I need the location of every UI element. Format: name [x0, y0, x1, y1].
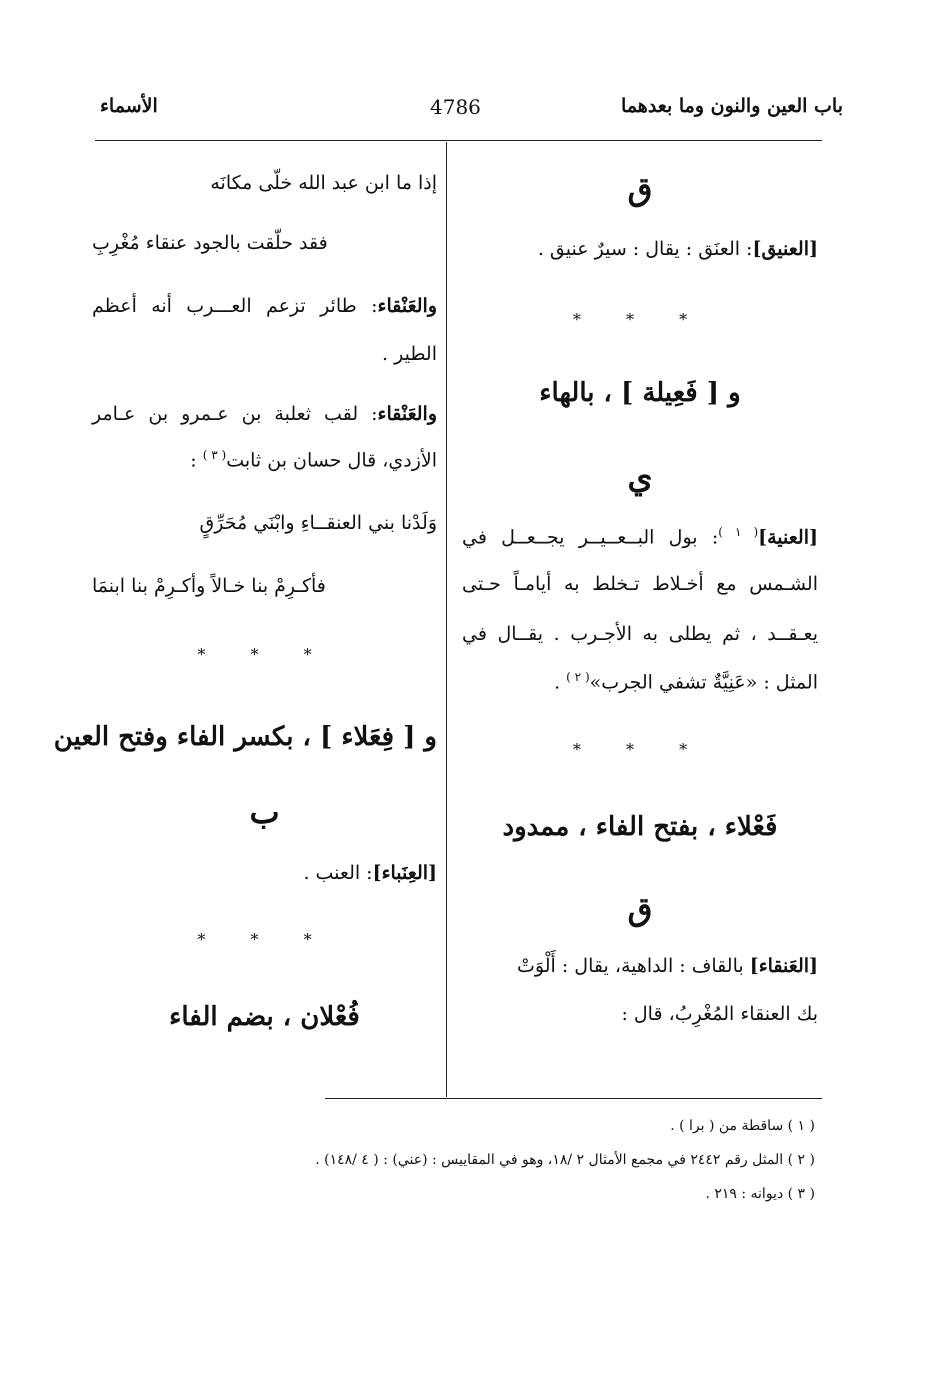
letter-heading: ب	[249, 793, 280, 831]
separator-stars: * * *	[197, 930, 332, 949]
entry-line	[92, 862, 437, 884]
section-heading: فَعْلاء ، بفتح الفاء ، ممدود	[502, 812, 778, 842]
separator-stars: * * *	[197, 645, 332, 664]
verse-line: فقد حلّقت بالجود عنقاء مُغْرِبِ	[92, 232, 328, 254]
verse-line: إذا ما ابن عبد الله خلّى مكانَه	[210, 172, 437, 194]
entry-line	[462, 955, 818, 977]
entry-headword: والعَنْقاء	[377, 295, 437, 317]
running-header-section: باب العين والنون وما بعدهما	[621, 95, 843, 117]
entry-text: : بول البــعــيــر يجــعــل في	[462, 526, 719, 549]
entry-headword: [العنية]	[758, 526, 818, 549]
entry-line: الشـمس مع أخـلاط تـخلط به أيامـاً حـتى	[462, 573, 818, 595]
footnote-ref: ( ٢ )	[566, 670, 590, 684]
footnote-rule	[325, 1098, 822, 1099]
entry-line: يعـقــد ، ثم يطلى به الأجـرب . يقــال في	[462, 623, 818, 645]
entry-text: : لقب ثعلبة بن عـمرو بن عـامر	[92, 403, 378, 425]
header-rule	[95, 140, 822, 141]
entry-text: الأزدي، قال حسان بن ثابت	[226, 449, 437, 472]
separator-stars: * * *	[572, 310, 708, 329]
entry-text: :	[190, 449, 203, 472]
section-heading: فُعْلان ، بضم الفاء	[169, 1002, 360, 1032]
entry-line	[92, 448, 437, 471]
column-divider	[446, 142, 447, 1097]
letter-heading: ي	[627, 458, 653, 496]
footnote-2: ( ٢ ) المثل رقم ٢٤٤٢ في مجمع الأمثال ٢ /١٨، وهو في المقاييس : (عني) : ( ٤ /١٤٨) .	[315, 1152, 815, 1168]
entry-text: .	[554, 671, 567, 694]
running-header-category: الأسماء	[100, 95, 158, 117]
footnote-ref: ( ٣ )	[202, 448, 227, 462]
entry-text: بالقاف : الداهية، يقال : أَلْوَتْ	[517, 955, 750, 977]
entry-text: : العنب .	[303, 862, 373, 884]
separator-stars: * * *	[572, 740, 708, 759]
entry-line	[462, 525, 818, 548]
page-number: 4786	[430, 95, 481, 119]
section-heading: و [ فِعَلاء ] ، بكسر الفاء وفتح العين	[53, 722, 437, 752]
entry-line: بك العنقاء المُغْرِبُ، قال :	[621, 1003, 818, 1025]
letter-heading: ق	[627, 170, 653, 208]
entry-line	[462, 670, 818, 693]
entry-text: المثل : «عَنِيَّةٌ تشفي الجرب»	[589, 671, 818, 694]
entry-line	[92, 403, 437, 425]
entry-headword: [العنيق]	[752, 238, 818, 260]
entry-text: : طائر تزعم العـــرب أنه أعظم	[92, 295, 378, 317]
entry-line	[92, 295, 437, 317]
entry-headword: [العِنَباء]	[372, 862, 437, 884]
footnote-3: ( ٣ ) ديوانه : ٢١٩ .	[705, 1186, 815, 1202]
entry-text: : العنَق : يقال : سيرٌ عنيق .	[537, 238, 753, 260]
verse-line: فأكـرِمْ بنا خـالاً وأكـرِمْ بنا ابنمَا	[92, 575, 326, 597]
entry-line: الطير .	[382, 343, 437, 365]
footnote-1: ( ١ ) ساقطة من ( برا ) .	[670, 1118, 815, 1134]
entry-line	[462, 238, 818, 260]
letter-heading: ق	[627, 890, 653, 928]
footnote-ref: ( ١ )	[718, 525, 759, 539]
verse-line: وَلَدْنا بني العنقــاءِ وابْنَي مُحَرِّقٍ	[199, 512, 437, 534]
entry-headword: [العَنقاء]	[749, 955, 818, 977]
entry-headword: والعَنْقاء	[377, 403, 437, 425]
section-heading: و [ فَعِيلة ] ، بالهاء	[539, 378, 741, 408]
